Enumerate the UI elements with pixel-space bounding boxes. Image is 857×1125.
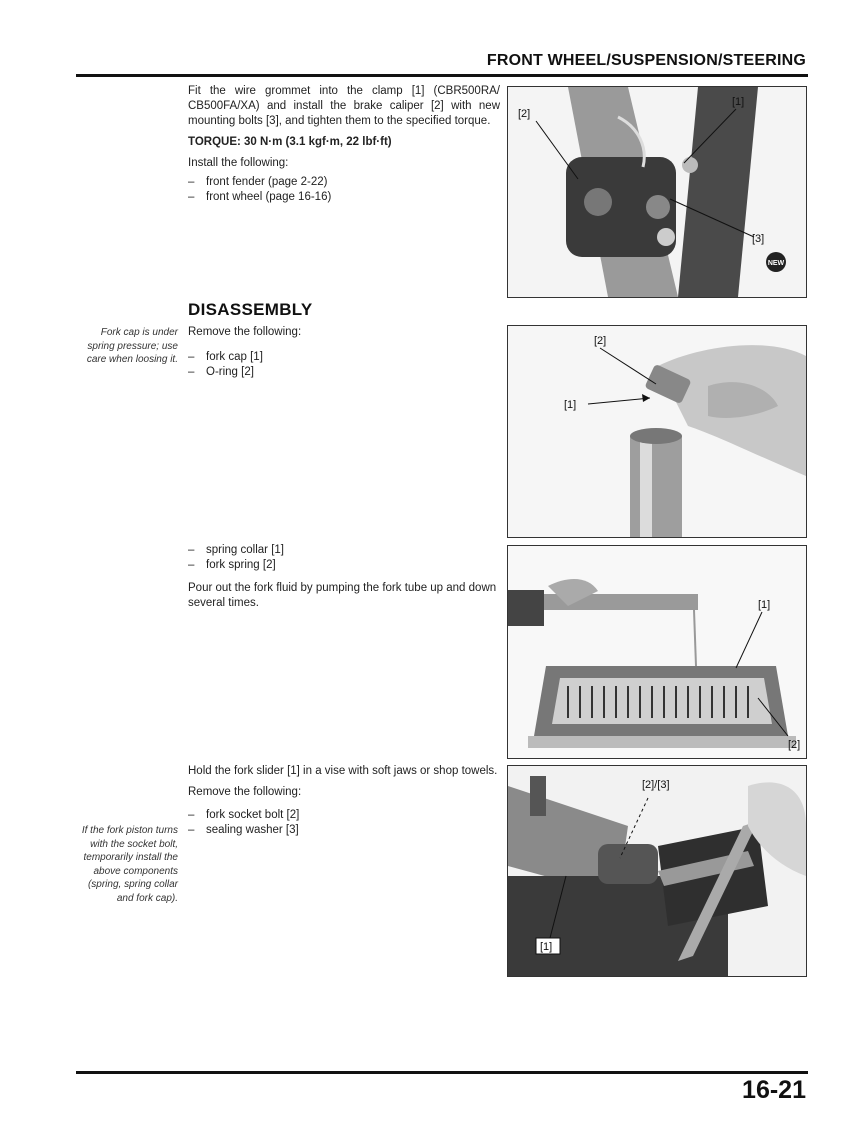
hold-instructions: Hold the fork slider [1] in a vise with soft jaws or shop towels.: [188, 765, 498, 777]
remove-list-2: [188, 543, 500, 573]
list-item: – fork socket bolt [2]: [188, 808, 500, 823]
footer-rule: [76, 1071, 808, 1074]
list-item: – O-ring [2]: [188, 365, 500, 380]
remove-block-3: [188, 764, 500, 838]
figure-drain-fluid: [507, 545, 807, 759]
list-item: – fork cap [1]: [188, 350, 500, 365]
header-rule: [76, 74, 808, 77]
page-header-title: FRONT WHEEL/SUSPENSION/STEERING: [486, 52, 806, 69]
remove-label-2: Remove the following:: [188, 786, 302, 798]
figure-fork-cap: [507, 325, 807, 538]
fig1-label-2: [2]: [518, 108, 531, 120]
intro-paragraph: Fit the wire grommet into the clamp [1] (CBR500RA/ CB500FA/XA) and install the brake caliper [2] with new mounting bolts [3], and tighten them to the specified torque.: [188, 85, 500, 127]
install-list: [188, 175, 500, 205]
list-item: – front fender (page 2-22): [188, 175, 500, 190]
figure-brake-caliper: [507, 86, 807, 298]
install-label: Install the following:: [188, 157, 289, 169]
caution-note: Fork cap is under spring pressure; use care when loosing it.: [86, 327, 178, 365]
remove-block-2: [188, 543, 500, 617]
figure-socket-bolt: [507, 765, 807, 977]
fig3-label-1: [1]: [758, 599, 771, 611]
list-item: – front wheel (page 16-16): [188, 190, 500, 205]
remove-block-1: [188, 325, 500, 380]
fig4-label-1: [1]: [540, 941, 553, 953]
fig2-label-2: [2]: [594, 335, 607, 347]
pour-instructions: Pour out the fork fluid by pumping the fork tube up and down several times.: [188, 582, 497, 609]
fig1-label-1: [1]: [732, 96, 745, 108]
fig4-label-2-3: [2]/[3]: [642, 779, 670, 791]
page-number: 16-21: [742, 1076, 806, 1104]
section-heading-disassembly: DISASSEMBLY: [188, 300, 313, 319]
fig3-label-2: [2]: [788, 739, 801, 751]
fig2-label-1: [1]: [564, 399, 577, 411]
intro-block: [188, 84, 500, 205]
list-item: – sealing washer [3]: [188, 823, 500, 838]
remove-list-3: [188, 808, 500, 838]
remove-list-1: [188, 350, 500, 380]
fig1-label-3: [3]: [752, 233, 765, 245]
remove-label: Remove the following:: [188, 326, 302, 338]
piston-note: If the fork piston turns with the socket bolt, temporarily install the above components (spring, spring collar and fork cap).: [81, 825, 178, 904]
list-item: – spring collar [1]: [188, 543, 500, 558]
torque-spec: TORQUE: 30 N·m (3.1 kgf·m, 22 lbf·ft): [188, 136, 392, 148]
new-badge-text: NEW: [767, 260, 785, 267]
list-item: – fork spring [2]: [188, 558, 500, 573]
new-part-badge: [766, 252, 786, 272]
